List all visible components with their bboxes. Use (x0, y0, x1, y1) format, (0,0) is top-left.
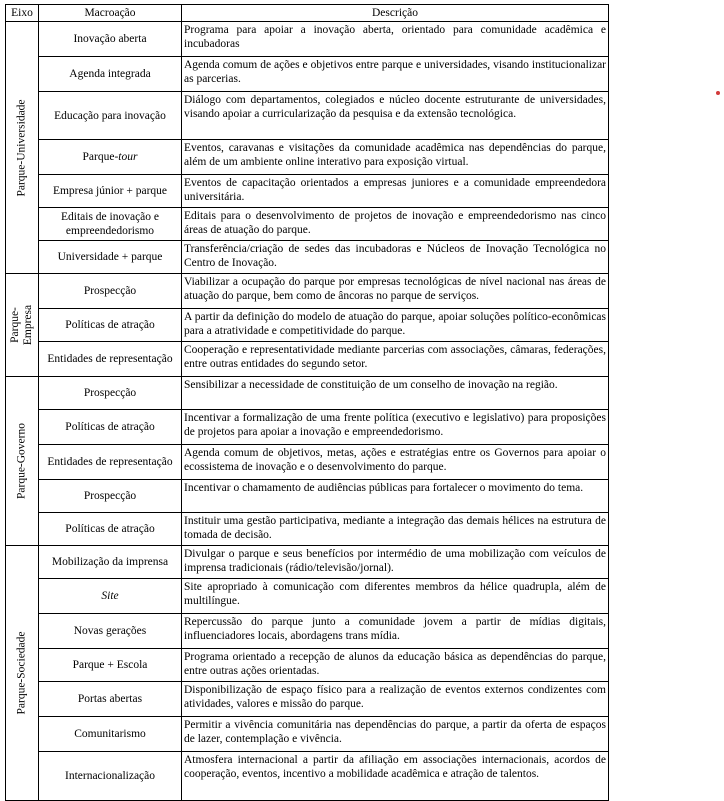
description-cell: Eventos, caravanas e visitações da comunidade acadêmica nas dependências do parque, além de um ambiente online interativo para exposição virtual. (182, 140, 609, 175)
description-cell: Programa orientado a recepção de alunos da educação básica as dependências do parque, entre outras ações orientadas. (182, 649, 609, 682)
description-cell: Diálogo com departamentos, colegiados e núcleo docente estruturante de universidades, visando apoiar a curricularização da pesquisa e da extensão tecnológica. (182, 92, 609, 140)
macroaction-cell: Parque + Escola (39, 649, 182, 682)
macroaction-cell: Universidade + parque (39, 241, 182, 274)
description-cell: Repercussão do parque junto a comunidade jovem a partir de mídias digitais, influenciadores locais, abordagens trans mídia. (182, 614, 609, 649)
table-row (6, 274, 609, 309)
macroaction-cell: Agenda integrada (39, 57, 182, 92)
table-row (6, 682, 609, 717)
table-row (6, 614, 609, 649)
table-row (6, 241, 609, 274)
macroaction-cell: Empresa júnior + parque (39, 175, 182, 208)
description-cell: Divulgar o parque e seus benefícios por intermédio de uma mobilização com veículos de imprensa tradicionais (rádio/televisão/jornal). (182, 546, 609, 579)
axis-cell-sociedade (6, 546, 39, 801)
macroaction-cell: Prospecção (39, 480, 182, 513)
macroactions-table (5, 4, 609, 801)
axis-label-empresa (9, 305, 35, 345)
macroaction-cell: Comunitarismo (39, 717, 182, 752)
axis-label-universidade: Parque-Universidade (15, 98, 28, 197)
description-cell: Incentivar o chamamento de audiências públicas para fortalecer o movimento do tema. (182, 480, 609, 513)
axis-cell-empresa (6, 274, 39, 377)
description-cell: A partir da definição do modelo de atuação do parque, apoiar soluções político-econômicas para a atratividade e competitividade do parque. (182, 309, 609, 342)
macroaction-cell: Políticas de atração (39, 513, 182, 546)
table-row (6, 342, 609, 377)
table-header-row (6, 5, 609, 22)
description-cell: Sensibilizar a necessidade de constituição de um conselho de inovação na região. (182, 377, 609, 410)
table-row (6, 175, 609, 208)
axis-label-governo: Parque-Governo (15, 422, 28, 500)
description-cell: Site apropriado à comunicação com diferentes membros da hélice quadrupla, além de multilíngue. (182, 579, 609, 614)
description-cell: Disponibilização de espaço físico para a realização de eventos externos condizentes com atividades, valores e missão do parque. (182, 682, 609, 717)
header-macroaction: Macroação (39, 5, 182, 22)
description-cell: Cooperação e representatividade mediante parcerias com associações, câmaras, federações, entre outras entidades do segundo setor. (182, 342, 609, 377)
table-row (6, 480, 609, 513)
table-row (6, 410, 609, 445)
axis-label-line: Parque- (9, 307, 21, 343)
header-description: Descrição (182, 5, 609, 22)
macroaction-cell: Entidades de representação (39, 445, 182, 480)
macroaction-cell: Educação para inovação (39, 92, 182, 140)
macroaction-cell: Prospecção (39, 274, 182, 309)
axis-label-line: Empresa (22, 304, 34, 346)
table-row (6, 546, 609, 579)
description-cell: Incentivar a formalização de uma frente política (executivo e legislativo) para proposições de projetos para apoiar a inovação e empreendedorismo. (182, 410, 609, 445)
macroaction-italic: tour (118, 151, 138, 163)
macroaction-italic: Site (101, 590, 119, 602)
macroaction-text: Parque- (82, 151, 119, 163)
description-cell: Eventos de capacitação orientados a empresas juniores e a comunidade empreendedora universitária. (182, 175, 609, 208)
description-cell: Instituir uma gestão participativa, mediante a integração das demais hélices na estrutura de tomada de decisão. (182, 513, 609, 546)
description-cell: Atmosfera internacional a partir da afiliação em associações internacionais, acordos de cooperação, eventos, incentivo a mobilidade acadêmica e atração de talentos. (182, 752, 609, 801)
table-row (6, 445, 609, 480)
macroaction-cell: Portas abertas (39, 682, 182, 717)
macroaction-cell: Políticas de atração (39, 410, 182, 445)
macroaction-cell: Prospecção (39, 377, 182, 410)
description-cell: Agenda comum de ações e objetivos entre parque e universidades, visando institucionalizar as parcerias. (182, 57, 609, 92)
table-row (6, 717, 609, 752)
macroaction-cell (39, 140, 182, 175)
table-row (6, 579, 609, 614)
description-cell: Agenda comum de objetivos, metas, ações e estratégias entre os Governos para apoiar o ecossistema de inovação e o desenvolvimento do parque. (182, 445, 609, 480)
description-cell: Permitir a vivência comunitária nas dependências do parque, a partir da oferta de espaços de lazer, contemplação e vivência. (182, 717, 609, 752)
table-row (6, 513, 609, 546)
table-row (6, 309, 609, 342)
macroaction-cell (39, 579, 182, 614)
macroaction-cell: Políticas de atração (39, 309, 182, 342)
macroaction-cell: Entidades de representação (39, 342, 182, 377)
table-row (6, 649, 609, 682)
table-row (6, 377, 609, 410)
table-row (6, 208, 609, 241)
table-row (6, 92, 609, 140)
description-cell: Transferência/criação de sedes das incubadoras e Núcleos de Inovação Tecnológica no Centro de Inovação. (182, 241, 609, 274)
description-cell: Viabilizar a ocupação do parque por empresas tecnológicas de nível nacional nas áreas de atuação do parque, bem como de âncoras no parque de serviços. (182, 274, 609, 309)
description-cell: Editais para o desenvolvimento de projetos de inovação e empreendedorismo nas cinco áreas de atuação do parque. (182, 208, 609, 241)
table-row (6, 22, 609, 57)
axis-cell-governo (6, 377, 39, 546)
macroaction-cell: Internacionalização (39, 752, 182, 801)
axis-label-sociedade: Parque-Sociedade (15, 631, 28, 715)
table-row (6, 140, 609, 175)
macroaction-cell: Editais de inovação e empreendedorismo (39, 208, 182, 241)
macroaction-cell: Mobilização da imprensa (39, 546, 182, 579)
red-dot-marker (716, 91, 720, 95)
axis-cell-universidade (6, 22, 39, 274)
description-cell: Programa para apoiar a inovação aberta, orientado para comunidade acadêmica e incubadoras (182, 22, 609, 57)
header-axis: Eixo (6, 5, 39, 22)
table-row (6, 57, 609, 92)
table-row (6, 752, 609, 801)
macroaction-cell: Inovação aberta (39, 22, 182, 57)
macroaction-cell: Novas gerações (39, 614, 182, 649)
